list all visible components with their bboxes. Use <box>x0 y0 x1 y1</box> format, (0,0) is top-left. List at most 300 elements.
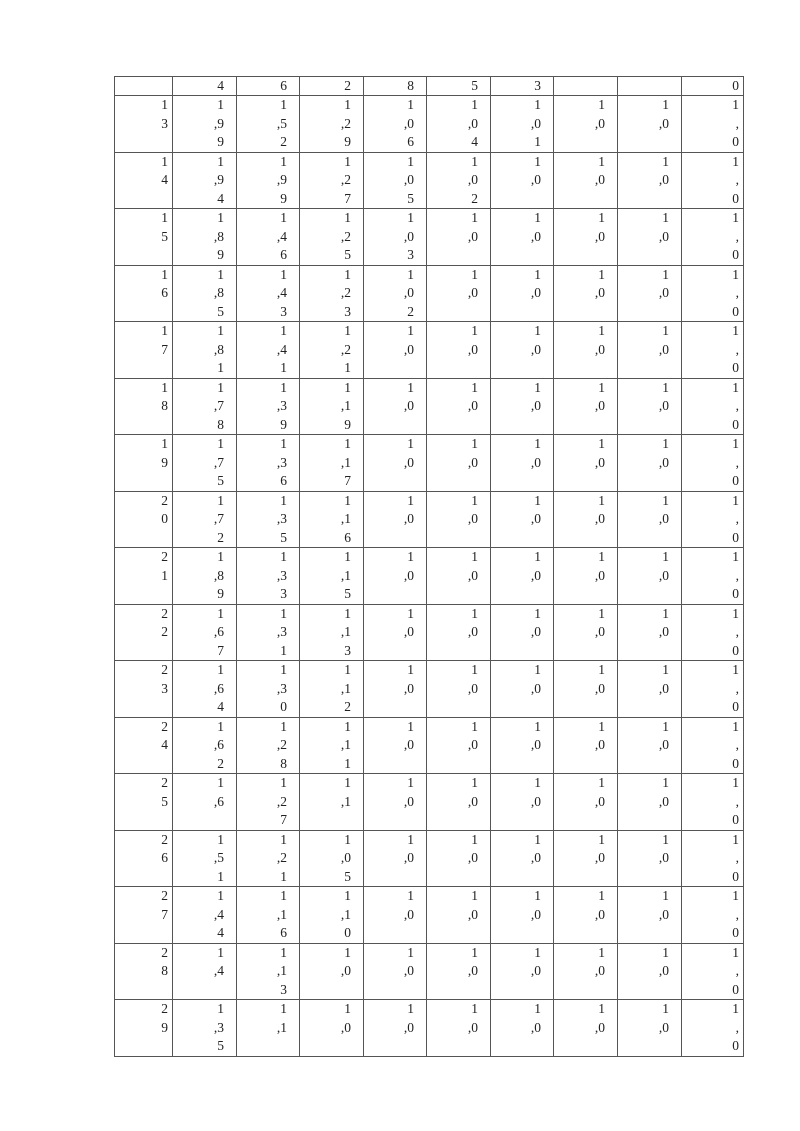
cell-line: ,2 <box>340 115 351 131</box>
cell-line: 1 <box>161 436 168 451</box>
cell-line: 1 <box>598 436 605 451</box>
cell-line: 4 <box>161 172 168 187</box>
cell-line: ,0 <box>594 285 605 300</box>
cell-line: 2 <box>161 624 168 639</box>
cell-line: 1 <box>598 605 605 621</box>
cell-line: 7 <box>344 190 351 206</box>
cell-line: 7 <box>344 473 351 488</box>
table-cell <box>618 548 682 605</box>
cell-line: , <box>735 1019 739 1035</box>
cell-line: 1 <box>217 360 224 375</box>
table-cell <box>682 378 744 435</box>
table-cell <box>491 943 554 1000</box>
cell-line: 1 <box>732 97 739 112</box>
cell-line: ,0 <box>340 850 351 865</box>
table-cell <box>237 322 300 379</box>
table-row <box>115 604 744 661</box>
header-row <box>115 77 744 96</box>
header-cell <box>618 77 682 96</box>
cell-line: ,0 <box>530 341 541 357</box>
table-cell <box>300 887 364 944</box>
cell-line: 1 <box>280 436 287 451</box>
cell-line: 1 <box>534 134 541 149</box>
table-cell <box>682 717 744 774</box>
cell-line: ,0 <box>467 1019 478 1035</box>
cell-line: 1 <box>534 549 541 564</box>
table-cell <box>491 96 554 153</box>
cell-line: 1 <box>344 360 351 375</box>
table-cell <box>427 491 491 548</box>
cell-line: 1 <box>344 379 351 395</box>
row-label-cell <box>115 96 173 153</box>
table-cell <box>364 96 427 153</box>
cell-line: 1 <box>471 662 478 677</box>
cell-line: ,0 <box>658 850 669 865</box>
cell-line: 1 <box>344 831 351 847</box>
cell-line: , <box>735 228 739 244</box>
cell-line: 1 <box>217 379 224 395</box>
table-cell <box>237 887 300 944</box>
table-row <box>115 548 744 605</box>
table-cell <box>618 661 682 718</box>
cell-line: 1 <box>344 266 351 282</box>
cell-line: ,8 <box>213 567 224 583</box>
table-cell <box>554 96 618 153</box>
cell-line: ,0 <box>467 680 478 696</box>
cell-line: 1 <box>344 718 351 734</box>
row-label-cell <box>115 209 173 266</box>
row-label-cell <box>115 887 173 944</box>
cell-line: 1 <box>471 831 478 847</box>
cell-line: ,0 <box>467 454 478 470</box>
table-cell <box>682 548 744 605</box>
cell-line: 1 <box>161 153 168 169</box>
cell-line: ,6 <box>213 793 224 809</box>
row-label-cell <box>115 717 173 774</box>
cell-line: 5 <box>344 247 351 262</box>
row-label-cell <box>115 491 173 548</box>
cell-line: 6 <box>407 134 414 149</box>
table-row <box>115 152 744 209</box>
cell-line: 1 <box>407 492 414 508</box>
cell-line: 1 <box>161 97 168 112</box>
table-cell <box>300 152 364 209</box>
cell-line: 1 <box>662 831 669 847</box>
cell-line: ,0 <box>403 680 414 696</box>
cell-line: ,0 <box>467 228 478 244</box>
cell-line: 1 <box>217 605 224 621</box>
cell-line: ,0 <box>530 737 541 752</box>
cell-line: ,0 <box>467 511 478 526</box>
table-cell <box>237 830 300 887</box>
row-label-cell <box>115 604 173 661</box>
table-cell <box>427 887 491 944</box>
cell-line: 1 <box>732 1001 739 1016</box>
cell-line: 1 <box>662 605 669 621</box>
cell-line: 1 <box>732 153 739 169</box>
cell-line: 1 <box>407 436 414 451</box>
cell-line: 1 <box>534 323 541 338</box>
cell-line: 1 <box>662 718 669 734</box>
cell-line: , <box>735 906 739 922</box>
table-cell <box>173 435 237 492</box>
cell-line: ,2 <box>276 737 287 752</box>
cell-line: ,0 <box>467 624 478 639</box>
row-label-cell <box>115 322 173 379</box>
cell-line: 1 <box>407 210 414 225</box>
table-row <box>115 717 744 774</box>
cell-line: ,0 <box>467 793 478 809</box>
table-cell <box>554 661 618 718</box>
cell-line: ,0 <box>530 285 541 300</box>
cell-line: ,0 <box>530 906 541 922</box>
cell-line: 4 <box>471 134 478 149</box>
cell-line: 1 <box>407 605 414 621</box>
cell-line: ,0 <box>467 963 478 978</box>
cell-line: ,4 <box>213 963 224 978</box>
cell-line: ,0 <box>340 963 351 978</box>
cell-line: 1 <box>662 323 669 338</box>
table-cell <box>364 265 427 322</box>
table-cell <box>237 604 300 661</box>
table-row <box>115 378 744 435</box>
cell-line: ,1 <box>340 680 351 696</box>
table-cell <box>554 774 618 831</box>
cell-line: 1 <box>662 549 669 564</box>
cell-line: ,0 <box>658 285 669 300</box>
cell-line: ,1 <box>340 737 351 752</box>
table-cell <box>300 435 364 492</box>
table-cell <box>300 830 364 887</box>
table-cell <box>618 887 682 944</box>
cell-line: ,3 <box>276 624 287 639</box>
cell-line: 1 <box>344 662 351 677</box>
table-cell <box>173 604 237 661</box>
cell-line: 1 <box>161 210 168 225</box>
cell-line: 1 <box>407 662 414 677</box>
cell-line: ,7 <box>213 454 224 470</box>
cell-line: 1 <box>217 549 224 564</box>
cell-line: ,3 <box>276 454 287 470</box>
table-cell <box>300 604 364 661</box>
table-cell <box>427 661 491 718</box>
cell-line: 1 <box>217 718 224 734</box>
table-cell <box>173 661 237 718</box>
cell-line: 1 <box>217 868 224 884</box>
cell-line: ,0 <box>658 680 669 696</box>
header-cell <box>115 77 173 96</box>
cell-line: 1 <box>598 831 605 847</box>
cell-line: 1 <box>534 492 541 508</box>
cell-line: ,9 <box>276 172 287 187</box>
cell-line: 1 <box>344 153 351 169</box>
cell-line: ,0 <box>594 172 605 187</box>
cell-line: 9 <box>161 1019 168 1035</box>
cell-line: 1 <box>280 153 287 169</box>
cell-line: 1 <box>217 153 224 169</box>
table-cell <box>554 491 618 548</box>
cell-line: 1 <box>598 323 605 338</box>
cell-line: 2 <box>344 699 351 714</box>
table-cell <box>554 378 618 435</box>
cell-line: 1 <box>217 662 224 677</box>
cell-line: , <box>735 737 739 752</box>
cell-line: 0 <box>732 699 739 714</box>
cell-line: 0 <box>732 981 739 997</box>
table-cell <box>173 322 237 379</box>
cell-line: 6 <box>344 529 351 545</box>
cell-line: 0 <box>161 511 168 526</box>
table-cell <box>364 830 427 887</box>
cell-line: ,0 <box>467 398 478 413</box>
table-cell <box>364 435 427 492</box>
cell-line: 1 <box>471 266 478 282</box>
cell-line: 1 <box>534 662 541 677</box>
cell-line: ,2 <box>340 285 351 300</box>
table-row <box>115 209 744 266</box>
cell-line: 8 <box>161 398 168 413</box>
cell-line: 1 <box>407 379 414 395</box>
table-cell <box>554 887 618 944</box>
cell-line: 1 <box>662 379 669 395</box>
table-cell <box>682 830 744 887</box>
table-cell <box>364 887 427 944</box>
cell-line: 3 <box>280 981 287 997</box>
table-cell <box>173 548 237 605</box>
cell-line: 1 <box>407 1001 414 1016</box>
cell-line: ,0 <box>403 172 414 187</box>
table-cell <box>237 661 300 718</box>
table-cell <box>682 152 744 209</box>
table-cell <box>554 435 618 492</box>
cell-line: 1 <box>471 210 478 225</box>
cell-line: 1 <box>161 379 168 395</box>
cell-line: ,0 <box>658 398 669 413</box>
cell-line: 1 <box>344 97 351 112</box>
cell-line: 1 <box>407 97 414 112</box>
table-cell <box>427 604 491 661</box>
cell-line: ,0 <box>594 850 605 865</box>
cell-line: 1 <box>217 1001 224 1016</box>
cell-line: ,0 <box>594 793 605 809</box>
cell-line: 3 <box>344 303 351 319</box>
cell-line: ,1 <box>340 454 351 470</box>
cell-line: ,3 <box>213 1019 224 1035</box>
table-cell <box>300 943 364 1000</box>
cell-line: ,0 <box>594 680 605 696</box>
table-cell <box>427 830 491 887</box>
cell-line: 1 <box>732 944 739 960</box>
table-cell <box>682 322 744 379</box>
cell-line: 1 <box>598 775 605 790</box>
cell-line: 6 <box>161 285 168 300</box>
table-cell <box>300 209 364 266</box>
table-cell <box>491 548 554 605</box>
cell-line: ,0 <box>530 1019 541 1035</box>
table-cell <box>300 265 364 322</box>
table-cell <box>427 1000 491 1057</box>
cell-line: 1 <box>344 775 351 790</box>
table-cell <box>237 435 300 492</box>
cell-line: 0 <box>280 699 287 714</box>
cell-line: , <box>735 793 739 809</box>
cell-line: ,0 <box>403 511 414 526</box>
table-row <box>115 943 744 1000</box>
cell-line: 5 <box>161 793 168 809</box>
cell-line: 0 <box>732 190 739 206</box>
cell-line: 4 <box>217 190 224 206</box>
table-cell <box>427 774 491 831</box>
cell-line: 3 <box>280 303 287 319</box>
cell-line: 1 <box>217 492 224 508</box>
cell-line: 0 <box>732 755 739 771</box>
cell-line: 4 <box>217 925 224 940</box>
table-cell <box>427 717 491 774</box>
cell-line: 5 <box>217 303 224 319</box>
cell-line: 1 <box>217 323 224 338</box>
table-cell <box>237 265 300 322</box>
cell-line: 2 <box>217 529 224 545</box>
cell-line: 1 <box>598 153 605 169</box>
table-cell <box>682 1000 744 1057</box>
cell-line: 1 <box>598 266 605 282</box>
table-cell <box>173 1000 237 1057</box>
header-cell: 2 <box>300 77 364 96</box>
cell-line: 1 <box>471 323 478 338</box>
table-cell <box>491 1000 554 1057</box>
table-cell <box>554 265 618 322</box>
cell-line: 4 <box>217 699 224 714</box>
cell-line: ,0 <box>594 1019 605 1035</box>
cell-line: 2 <box>161 605 168 621</box>
cell-line: 0 <box>732 529 739 545</box>
table-cell <box>491 435 554 492</box>
cell-line: ,0 <box>403 1019 414 1035</box>
cell-line: 0 <box>732 868 739 884</box>
table-cell <box>682 491 744 548</box>
cell-line: 1 <box>344 1001 351 1016</box>
cell-line: 2 <box>161 831 168 847</box>
cell-line: 1 <box>534 1001 541 1016</box>
row-label-cell <box>115 435 173 492</box>
header-cell: 0 <box>682 77 744 96</box>
table-cell <box>300 322 364 379</box>
cell-line: 1 <box>732 549 739 564</box>
cell-line: ,0 <box>594 511 605 526</box>
table-cell <box>173 265 237 322</box>
table-cell <box>364 548 427 605</box>
table-cell <box>427 322 491 379</box>
cell-line: ,0 <box>530 398 541 413</box>
cell-line: 1 <box>732 605 739 621</box>
row-label-cell <box>115 548 173 605</box>
cell-line: ,0 <box>403 567 414 583</box>
cell-line: ,0 <box>530 963 541 978</box>
cell-line: 3 <box>407 247 414 262</box>
cell-line: 1 <box>732 210 739 225</box>
table-cell <box>618 1000 682 1057</box>
cell-line: ,0 <box>658 567 669 583</box>
table-row <box>115 1000 744 1057</box>
table-cell <box>491 717 554 774</box>
cell-line: 1 <box>534 605 541 621</box>
table-row <box>115 265 744 322</box>
cell-line: ,0 <box>403 228 414 244</box>
cell-line: 6 <box>161 850 168 865</box>
table-cell <box>300 548 364 605</box>
cell-line: 1 <box>662 210 669 225</box>
cell-line: ,0 <box>467 172 478 187</box>
table-cell <box>554 604 618 661</box>
cell-line: ,3 <box>276 511 287 526</box>
cell-line: ,0 <box>658 1019 669 1035</box>
table-cell <box>427 435 491 492</box>
table-cell <box>427 209 491 266</box>
table-cell <box>491 152 554 209</box>
cell-line: ,4 <box>276 341 287 357</box>
cell-line: 1 <box>217 97 224 112</box>
table-cell <box>491 491 554 548</box>
table-cell <box>554 548 618 605</box>
cell-line: ,0 <box>403 285 414 300</box>
cell-line: , <box>735 624 739 639</box>
cell-line: 2 <box>161 1001 168 1016</box>
cell-line: ,0 <box>403 454 414 470</box>
cell-line: 1 <box>534 944 541 960</box>
cell-line: 8 <box>217 416 224 432</box>
cell-line: ,9 <box>213 115 224 131</box>
cell-line: ,0 <box>658 906 669 922</box>
table-cell <box>491 887 554 944</box>
cell-line: 1 <box>407 549 414 564</box>
cell-line: ,7 <box>213 398 224 413</box>
table-cell <box>618 322 682 379</box>
cell-line: ,0 <box>658 793 669 809</box>
cell-line: 5 <box>407 190 414 206</box>
cell-line: 1 <box>161 323 168 338</box>
table-cell <box>173 96 237 153</box>
cell-line: 2 <box>161 888 168 903</box>
cell-line: 9 <box>217 134 224 149</box>
cell-line: ,0 <box>594 398 605 413</box>
cell-line: 6 <box>280 473 287 488</box>
cell-line: 1 <box>732 436 739 451</box>
cell-line: ,0 <box>403 115 414 131</box>
cell-line: ,0 <box>403 793 414 809</box>
cell-line: , <box>735 454 739 470</box>
cell-line: 1 <box>534 210 541 225</box>
cell-line: 1 <box>280 210 287 225</box>
cell-line: 7 <box>280 812 287 827</box>
cell-line: , <box>735 511 739 526</box>
table-cell <box>364 378 427 435</box>
cell-line: ,1 <box>340 624 351 639</box>
cell-line: 9 <box>344 134 351 149</box>
table-cell <box>682 435 744 492</box>
table-row <box>115 830 744 887</box>
table-cell <box>618 152 682 209</box>
table-row <box>115 491 744 548</box>
cell-line: ,2 <box>340 341 351 357</box>
table-cell <box>491 774 554 831</box>
header-cell: 6 <box>237 77 300 96</box>
table-cell <box>491 661 554 718</box>
table-cell <box>173 887 237 944</box>
cell-line: 5 <box>344 586 351 601</box>
cell-line: 2 <box>217 755 224 771</box>
cell-line: 1 <box>280 360 287 375</box>
cell-line: 1 <box>280 944 287 960</box>
